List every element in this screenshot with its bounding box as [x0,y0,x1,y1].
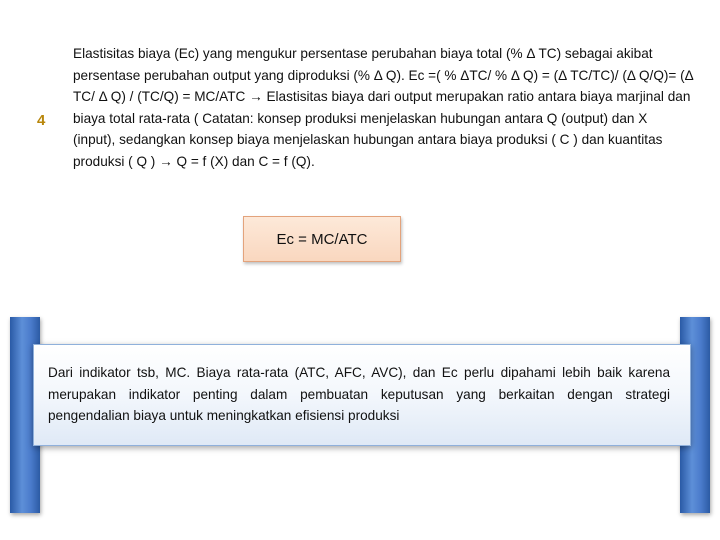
list-number: 4 [37,112,46,129]
formula-box [243,216,401,262]
main-paragraph: Elastisitas biaya (Ec) yang mengukur persentase perubahan biaya total (% Δ TC) sebagai akibat persentase perubahan output yang diproduksi (% Δ Q). Ec =( % ΔTC/ % Δ Q) = (Δ TC/TC)/ (Δ Q/Q)= (Δ TC/ Δ Q) / (TC/Q) = MC/ATC → Elastisitas biaya dari output merupakan ratio antara biaya marjinal dan biaya total rata-rata ( Catatan: konsep produksi menjelaskan hubungan antara Q (output) dan X (input), sedangkan konsep biaya menjelaskan hubungan antara biaya produksi ( C ) dan kuantitas produksi ( Q ) → Q = f (X) dan C = f (Q). [73,46,693,169]
banner-text: Dari indikator tsb, MC. Biaya rata-rata (ATC, AFC, AVC), dan Ec perlu dipahami lebih baik karena merupakan indikator penting dalam pembuatan keputusan yang berkaitan dengan strategi pengendalian biaya untuk meningkatkan efisiensi produksi [48,365,670,423]
formula-text: Ec = MC/ATC [276,230,368,248]
main-paragraph-block [73,43,693,172]
